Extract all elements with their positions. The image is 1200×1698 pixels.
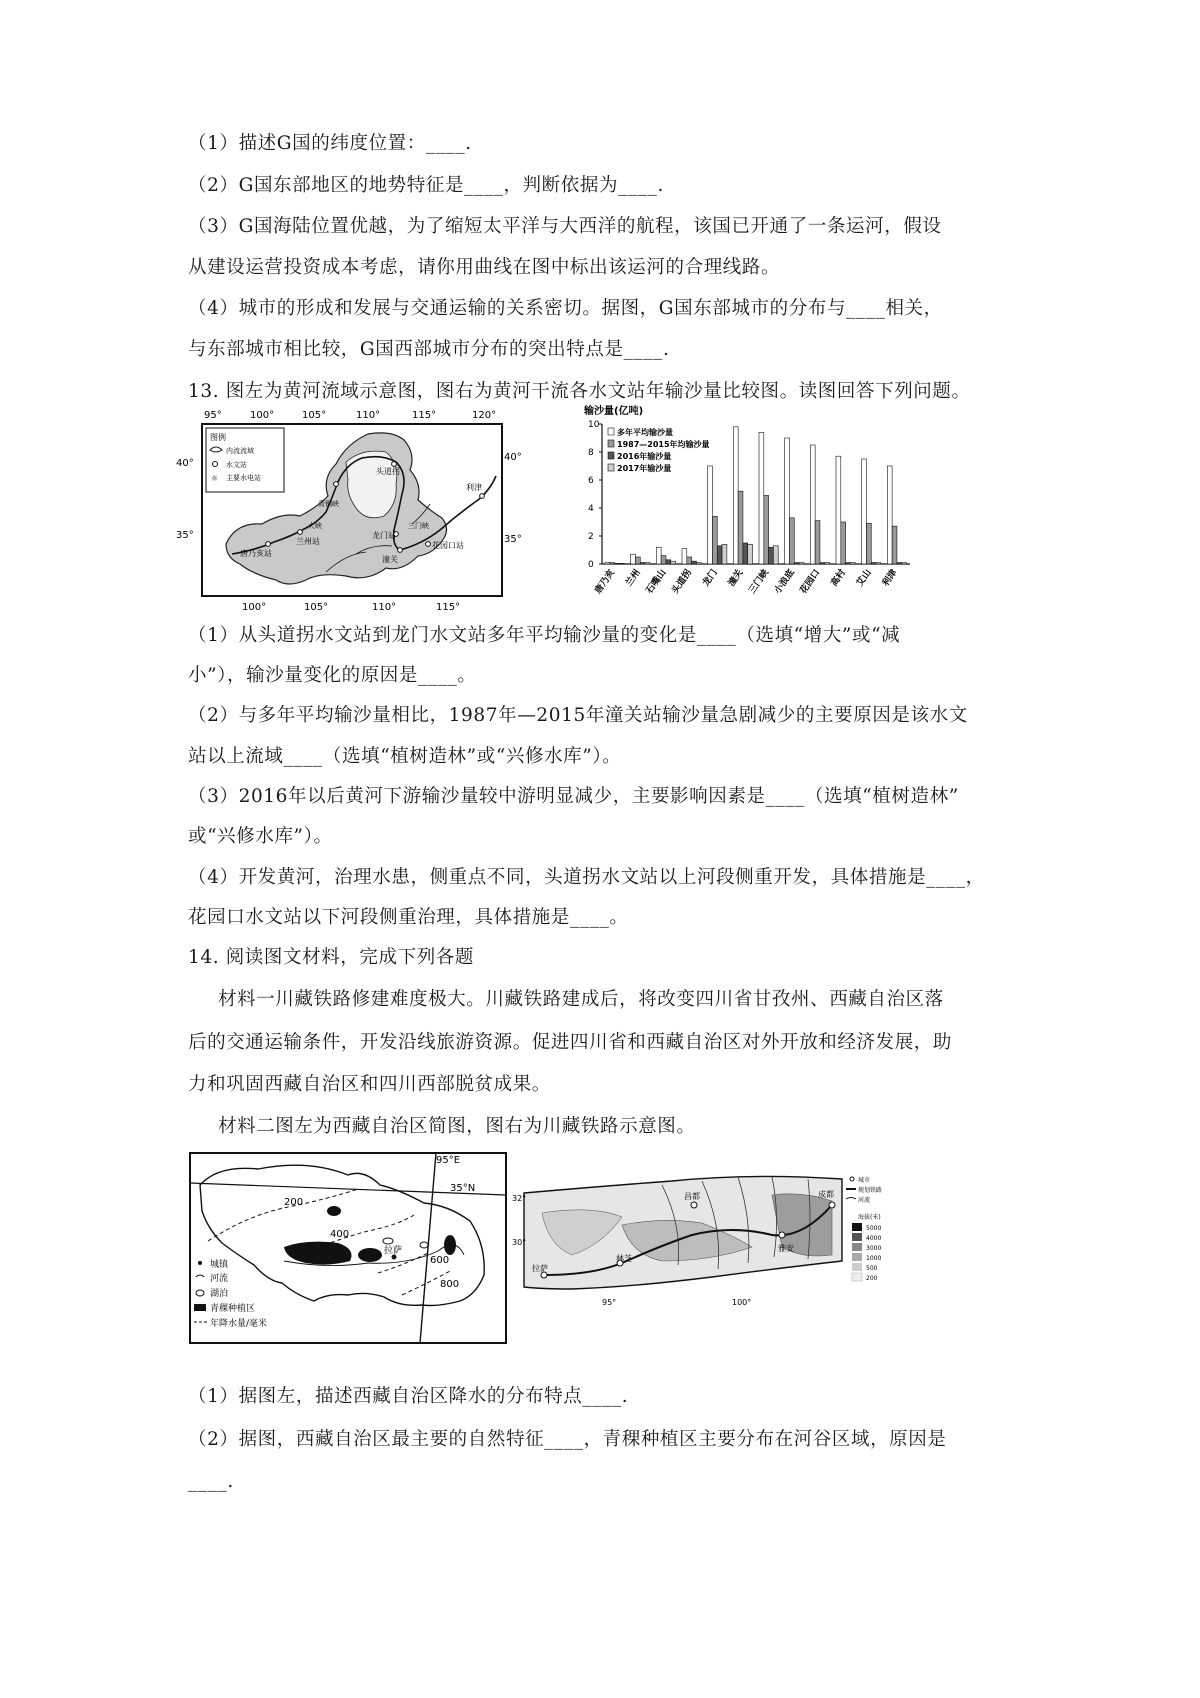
legend-label: 2016年输沙量 (617, 452, 672, 461)
tibet-map-city-lhasa: 拉萨 (384, 1246, 403, 1256)
rail-map-city-linzhi: 林芝 (616, 1254, 632, 1263)
legend-label: 多年平均输沙量 (617, 428, 673, 437)
map-lat-right-40: 40° (504, 452, 522, 463)
isohyet-400: 400 (330, 1229, 350, 1240)
bar (671, 561, 676, 564)
rail-map-lat-32: 32° (512, 1194, 527, 1203)
bar (892, 526, 897, 564)
chart-y-label: 输沙量(亿吨) (584, 406, 644, 417)
map-lon-bottom-105: 105° (304, 602, 329, 613)
bar (902, 563, 907, 564)
bar (799, 563, 804, 564)
map-lon-top-95: 95° (204, 410, 222, 421)
tibet-legend-precip: 年降水量/毫米 (210, 1319, 268, 1329)
bar (656, 547, 661, 564)
map-place-daxia: 大峡 (308, 522, 322, 530)
q14-part2-line2: ____. (188, 1471, 234, 1492)
bar (841, 522, 846, 564)
rail-legend-elev-5000: 5000 (866, 1225, 882, 1232)
bar (876, 563, 881, 564)
bar (810, 445, 815, 564)
bar (871, 563, 876, 564)
legend-label: 1987—2015年均输沙量 (617, 440, 710, 449)
bar (631, 554, 636, 564)
map-place-huayuankou: 花园口站 (432, 541, 464, 550)
map-lat-left-35: 35° (176, 530, 194, 541)
map-place-tangnaihai: 唐乃亥站 (240, 549, 272, 558)
map-lon-top-105: 105° (302, 410, 327, 421)
bar (717, 546, 722, 564)
rail-legend-elev-3000: 3000 (866, 1245, 882, 1252)
bar (743, 543, 748, 564)
tibet-map-lat: 35°N (450, 1183, 476, 1194)
rail-legend-elev-200: 200 (866, 1275, 878, 1282)
rail-legend-rail: 规划铁路 (858, 1187, 883, 1194)
rail-map-lon-100: 100° (732, 1298, 752, 1307)
tibet-precipitation-map (188, 1145, 508, 1345)
x-tick-label: 三门峡 (747, 567, 772, 596)
legend-swatch (608, 464, 614, 471)
bar (733, 427, 738, 564)
bar (640, 563, 645, 564)
y-tick-label: 0 (588, 560, 594, 570)
map-lon-bottom-115: 115° (436, 602, 461, 613)
q13-part4-line1: （4）开发黄河，治理水患，侧重点不同，头道拐水文站以上河段侧重开发，具体措施是____， (188, 867, 985, 888)
bar (635, 557, 640, 564)
q14-stem: 14. 阅读图文材料，完成下列各题 (188, 947, 475, 968)
q12-part2: （2）G国东部地区的地势特征是____，判断依据为____. (188, 175, 664, 196)
q13-part4-line2: 花园口水文站以下河段侧重治理，具体措施是____。 (188, 907, 629, 928)
bar (794, 563, 799, 564)
x-tick-label: 兰州 (624, 567, 643, 589)
tibet-legend-barley: 青稞种植区 (210, 1304, 256, 1314)
rail-map-lon-95: 95° (602, 1298, 617, 1307)
map-place-lanzhou: 兰州站 (296, 537, 320, 546)
y-tick-label: 6 (588, 476, 594, 486)
bar (748, 544, 753, 564)
x-tick-label: 石嘴山 (644, 567, 669, 596)
map-place-qingtongxia: 青铜峡 (318, 500, 339, 508)
x-tick-label: 潼关 (726, 567, 746, 589)
bar (605, 563, 610, 564)
bar (769, 547, 774, 564)
rail-map-city-lhasa: 拉萨 (532, 1264, 548, 1273)
bar (815, 521, 820, 564)
q13-part2-line1: （2）与多年平均输沙量相比，1987年—2015年潼关站输沙量急剧减少的主要原因是该水文 (188, 705, 968, 726)
bar (850, 563, 855, 564)
bar (682, 549, 687, 564)
isohyet-600: 600 (430, 1255, 450, 1266)
bar (722, 544, 727, 564)
bar (825, 563, 830, 564)
map-legend-inland: 内流流域 (226, 447, 254, 455)
rail-legend-elev-4000: 4000 (866, 1235, 882, 1242)
sediment-bar-chart (584, 404, 914, 616)
map-place-longmen: 龙门站 (372, 531, 396, 540)
q14-material1-line1: 材料一川藏铁路修建难度极大。川藏铁路建成后，将改变四川省甘孜州、西藏自治区落 (218, 989, 944, 1010)
map-place-toudaoguai: 头道拐 (376, 467, 400, 476)
rail-legend-elev-1000: 1000 (866, 1255, 882, 1262)
q13-part1-line2: 小”），输沙量变化的原因是____。 (188, 665, 477, 686)
tibet-legend-town: 城镇 (210, 1260, 229, 1270)
map-lon-bottom-100: 100° (242, 602, 267, 613)
map-lat-right-35: 35° (504, 534, 522, 545)
x-tick-label: 利津 (880, 567, 900, 589)
bar (773, 546, 778, 564)
rail-legend-elev-500: 500 (866, 1265, 878, 1272)
bar (862, 459, 867, 564)
bar (708, 466, 713, 564)
bar (661, 556, 666, 564)
map-legend-station: 水文站 (226, 461, 247, 469)
rail-map-city-chengdu: 成都 (818, 1190, 834, 1199)
bar (820, 563, 825, 564)
tibet-legend-river: 河流 (210, 1274, 229, 1284)
q13-stem: 13. 图左为黄河流域示意图，图右为黄河干流各水文站年输沙量比较图。读图回答下列问题。 (188, 381, 971, 402)
legend-swatch (608, 452, 614, 459)
bar (738, 491, 743, 564)
map-lon-top-120: 120° (472, 410, 497, 421)
x-tick-label: 头道拐 (670, 567, 695, 596)
map-place-lijin: 利津 (466, 483, 482, 492)
rail-legend-river: 河流 (858, 1197, 871, 1204)
q14-part1: （1）据图左，描述西藏自治区降水的分布特点____. (188, 1386, 629, 1407)
y-tick-label: 4 (588, 504, 594, 514)
map-lon-bottom-110: 110° (372, 602, 397, 613)
tibet-map-lon: 95°E (436, 1155, 461, 1166)
bar (846, 563, 851, 564)
bar (615, 563, 620, 564)
bar (789, 518, 794, 564)
svg-text:☼: ☼ (211, 474, 219, 483)
bar (687, 557, 692, 564)
rail-legend-elev-title: 海拔(米) (858, 1214, 881, 1221)
q14-material1-line2: 后的交通运输条件，开发沿线旅游资源。促进四川省和西藏自治区对外开放和经济发展，助 (188, 1032, 953, 1053)
q13-part3-line2: 或“兴修水库”）。 (188, 826, 333, 847)
legend-swatch (608, 428, 614, 435)
map-lon-top-115: 115° (412, 410, 437, 421)
bar (692, 561, 697, 564)
q12-part4-line1: （4）城市的形成和发展与交通运输的关系密切。据图，G国东部城市的分布与____相关， (188, 298, 943, 319)
x-tick-label: 龙门 (701, 567, 720, 589)
yellow-river-map (176, 404, 536, 616)
q14-material1-line3: 力和巩固西藏自治区和四川西部脱贫成果。 (188, 1074, 551, 1095)
bar (836, 456, 841, 564)
y-tick-label: 8 (588, 448, 594, 458)
rail-legend-city: 城市 (858, 1177, 871, 1184)
map-legend-title: 图例 (210, 433, 226, 442)
x-tick-label: 花园口 (798, 567, 823, 596)
isohyet-800: 800 (440, 1279, 460, 1290)
rail-map-city-changdu: 昌都 (684, 1192, 700, 1201)
bar (712, 516, 717, 564)
bar (866, 523, 871, 564)
tibet-legend-lake: 湖泊 (210, 1289, 229, 1299)
map-lon-top-100: 100° (250, 410, 275, 421)
x-tick-label: 小浪底 (773, 567, 797, 596)
x-tick-label: 高村 (829, 567, 849, 589)
bar (759, 432, 764, 564)
q13-part2-line2: 站以上流域____（选填“植树造林”或“兴修水库”）。 (188, 746, 622, 767)
bar (887, 466, 892, 564)
bar (696, 563, 701, 564)
rail-map-city-yaan: 雅安 (778, 1244, 794, 1253)
bar (764, 495, 769, 564)
legend-label: 2017年输沙量 (617, 464, 672, 473)
bar (666, 560, 671, 564)
q12-part3-line2: 从建设运营投资成本考虑，请你用曲线在图中标出该运河的合理线路。 (188, 257, 781, 278)
bar (645, 563, 650, 564)
bar (785, 438, 790, 564)
q12-part1: （1）描述G国的纬度位置：____. (188, 133, 472, 154)
map-legend-hydropower: 主要水电站 (226, 474, 261, 482)
x-tick-label: 唐乃亥 (593, 567, 618, 596)
isohyet-200: 200 (284, 1197, 304, 1208)
legend-swatch (608, 440, 614, 447)
q12-part4-line2: 与东部城市相比较，G国西部城市分布的突出特点是____. (188, 339, 670, 360)
bar (610, 563, 615, 564)
rail-map-lat-30: 30° (512, 1238, 527, 1247)
bar (897, 563, 902, 564)
map-place-sanmenxia: 三门峡 (408, 522, 429, 530)
map-lat-left-40: 40° (176, 458, 194, 469)
bar (619, 563, 624, 564)
sichuan-tibet-railway-map (512, 1165, 898, 1320)
map-lon-top-110: 110° (356, 410, 381, 421)
y-tick-label: 10 (588, 420, 600, 430)
q14-part2-line1: （2）据图，西藏自治区最主要的自然特征____，青稞种植区主要分布在河谷区域，原因是 (188, 1429, 947, 1450)
map-place-tongguan: 潼关 (382, 555, 398, 564)
q13-part1-line1: （1）从头道拐水文站到龙门水文站多年平均输沙量的变化是____（选填“增大”或“减 (188, 625, 901, 646)
x-tick-label: 艾山 (855, 567, 874, 589)
q14-material2: 材料二图左为西藏自治区简图，图右为川藏铁路示意图。 (218, 1116, 696, 1137)
q13-part3-line1: （3）2016年以后黄河下游输沙量较中游明显减少，主要影响因素是____（选填“植树造林” (188, 786, 959, 807)
q12-part3-line1: （3）G国海陆位置优越，为了缩短太平洋与大西洋的航程，该国已开通了一条运河，假设 (188, 216, 942, 237)
y-tick-label: 2 (588, 532, 594, 542)
